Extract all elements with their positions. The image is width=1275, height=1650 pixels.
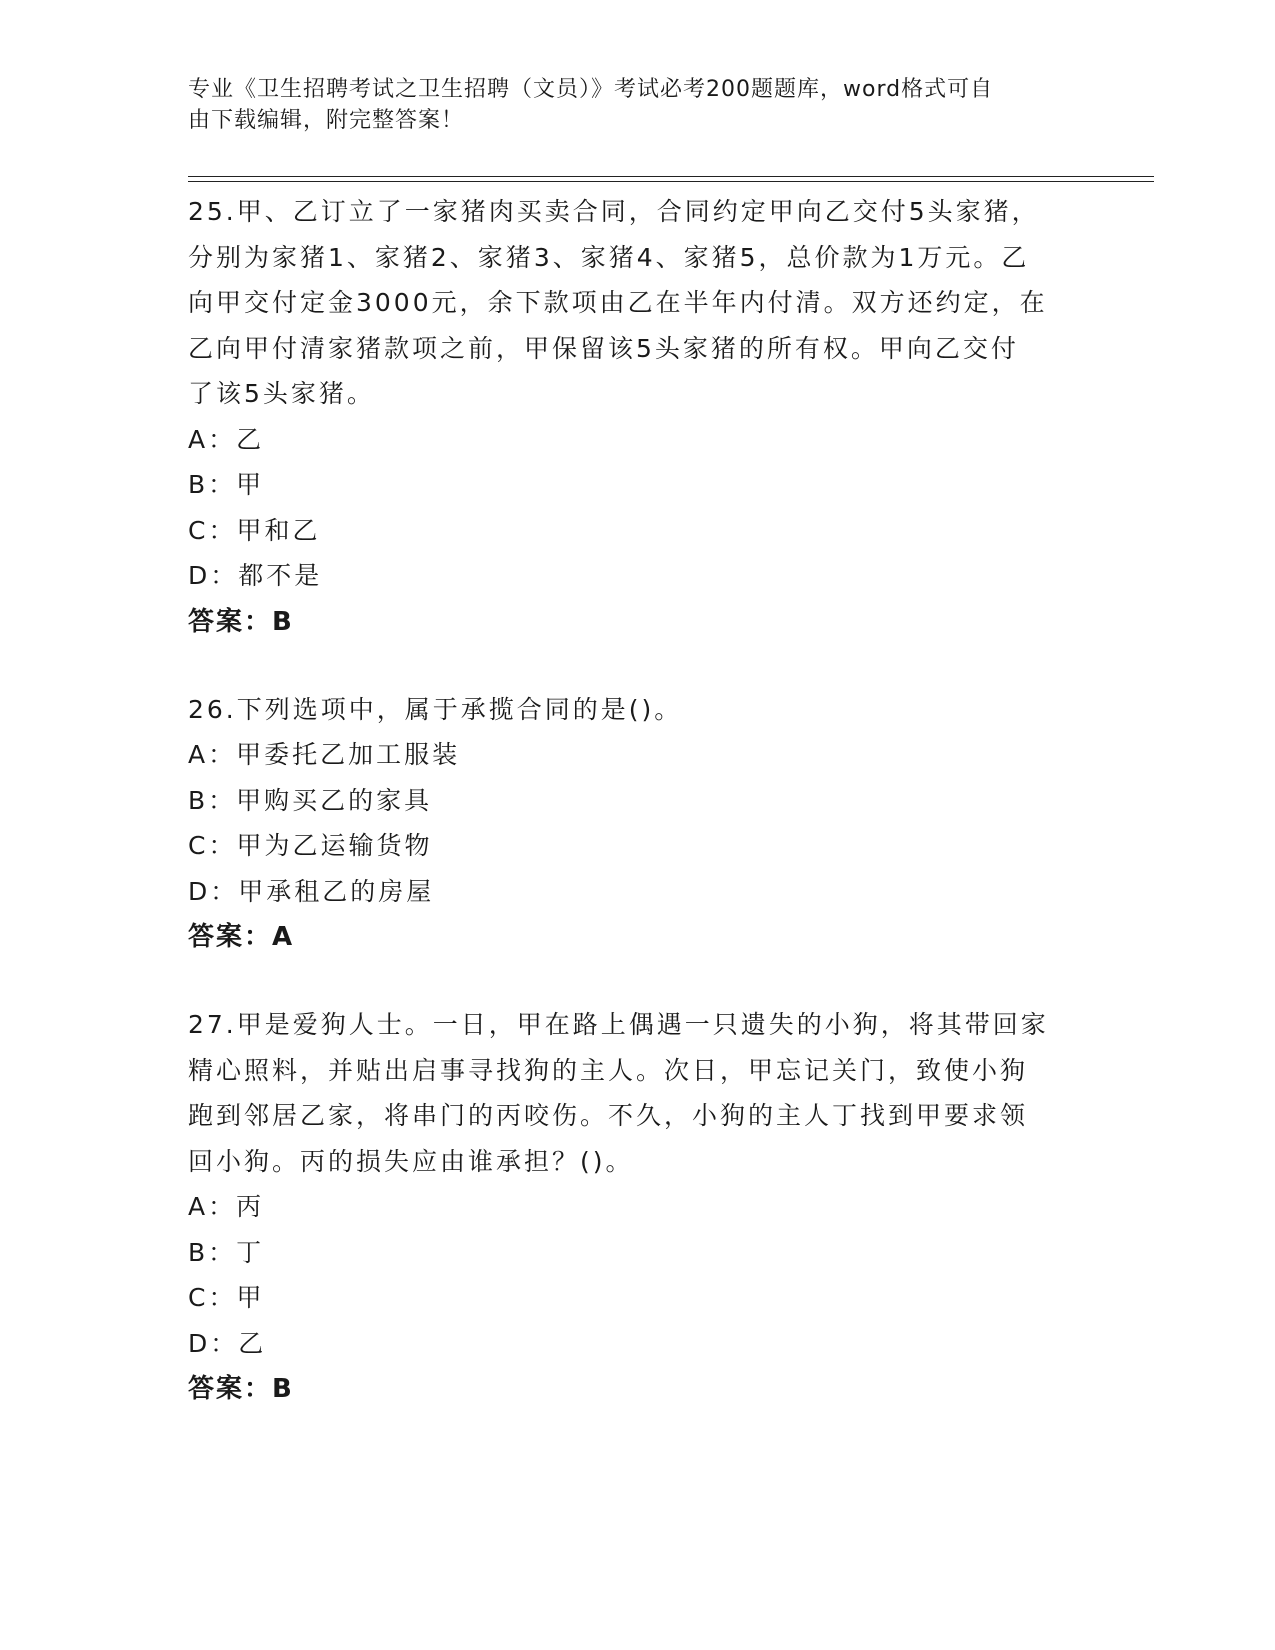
document-header: [188, 74, 1068, 136]
option-c: C：甲和乙: [188, 515, 321, 545]
option-c: C：甲为乙运输货物: [188, 831, 433, 860]
option-d: D：乙: [188, 1328, 267, 1358]
question-stem: 向甲交付定金3000元，余下款项由乙在半年内付清。双方还约定，在: [188, 288, 1048, 317]
answer-label: 答案：B: [188, 606, 294, 637]
option-d: D：都不是: [188, 561, 323, 590]
header-divider-top: [188, 176, 1154, 177]
option-a: A：甲委托乙加工服装: [188, 740, 461, 769]
question-stem: 26.下列选项中，属于承揽合同的是()。: [188, 694, 683, 724]
question-27: [188, 1002, 1088, 1412]
question-stem: 分别为家猪1、家猪2、家猪3、家猪4、家猪5，总价款为1万元。乙: [188, 242, 1030, 272]
question-stem: 乙向甲付清家猪款项之前，甲保留该5头家猪的所有权。甲向乙交付: [188, 333, 1019, 363]
question-stem: 25.甲、乙订立了一家猪肉买卖合同，合同约定甲向乙交付5头家猪，: [188, 197, 1040, 226]
question-stem: 27.甲是爱狗人士。一日，甲在路上偶遇一只遗失的小狗，将其带回家: [188, 1010, 1049, 1039]
option-a: A：丙: [188, 1192, 265, 1221]
option-d: D：甲承租乙的房屋: [188, 876, 435, 906]
option-b: B：甲购买乙的家具: [188, 785, 433, 815]
question-stem: 了该5头家猪。: [188, 379, 375, 408]
option-b: B：丁: [188, 1237, 265, 1267]
option-c: C：甲: [188, 1283, 265, 1312]
header-line-1: 专业《卫生招聘考试之卫生招聘（文员）》考试必考200题题库，word格式可自: [188, 77, 994, 102]
question-stem: 跑到邻居乙家，将串门的丙咬伤。不久，小狗的主人丁找到甲要求领: [188, 1101, 1029, 1130]
question-stem: 回小狗。丙的损失应由谁承担？()。: [188, 1146, 634, 1176]
question-list: [188, 189, 1088, 1454]
answer-label: 答案：A: [188, 922, 295, 952]
option-a: A：乙: [188, 424, 265, 454]
header-divider-bottom: [188, 181, 1154, 182]
header-line-2: 由下载编辑，附完整答案！: [188, 108, 465, 133]
answer-label: 答案：B: [188, 1374, 294, 1404]
question-25: [188, 189, 1088, 645]
question-stem: 精心照料，并贴出启事寻找狗的主人。次日，甲忘记关门，致使小狗: [188, 1055, 1029, 1085]
question-26: [188, 687, 1088, 961]
option-b: B：甲: [188, 470, 265, 499]
